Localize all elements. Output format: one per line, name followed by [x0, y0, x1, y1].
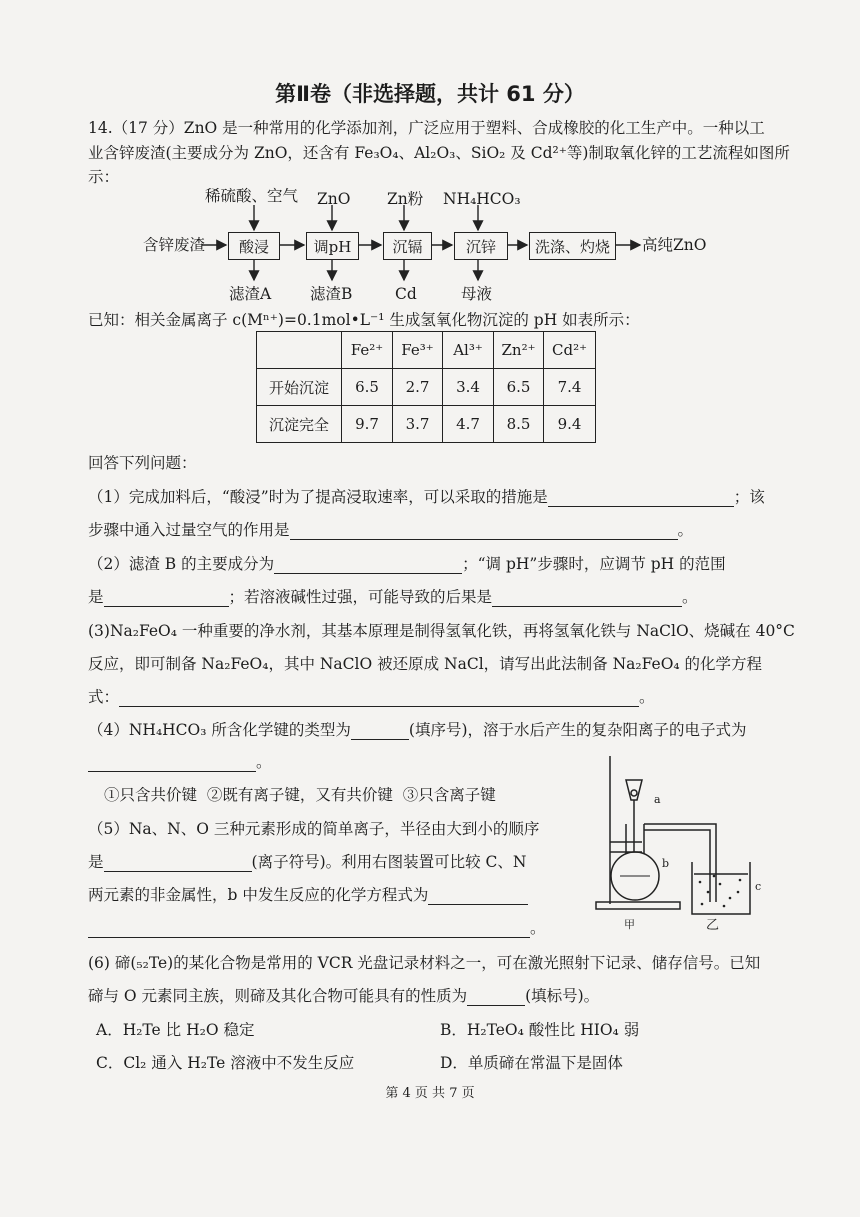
- answer-prompt: 回答下列问题：: [88, 454, 197, 472]
- lab-apparatus-diagram: [590, 752, 770, 932]
- q5-text2: (离子符号)。利用右图装置可比较 C、N: [251, 853, 527, 871]
- output-residue-a: 滤渣A: [229, 285, 272, 303]
- choice-d[interactable]: D．单质碲在常温下是固体: [440, 1054, 623, 1072]
- q6-text: 碲与 O 元素同主族，则碲及其化合物可能具有的性质为: [88, 987, 468, 1005]
- q5-blank-ion-order[interactable]: [104, 855, 252, 872]
- q5-blank-equation-a[interactable]: [428, 888, 528, 905]
- q2-blank-consequence[interactable]: [492, 590, 682, 607]
- table-cell: 4.7: [443, 406, 494, 443]
- q1-text2: 步骤中通入过量空气的作用是: [88, 521, 290, 539]
- table-cell: 2.7: [393, 369, 443, 406]
- input-acid-air: 稀硫酸、空气: [205, 187, 299, 205]
- q4-blank-electron-formula[interactable]: [88, 755, 256, 772]
- table-cell: 8.5: [494, 406, 544, 443]
- label-c: c: [755, 880, 762, 893]
- choice-a[interactable]: A．H₂Te 比 H₂O 稳定: [96, 1021, 255, 1039]
- q3-line3: [88, 687, 655, 707]
- table-header: Cd²⁺: [544, 332, 596, 369]
- q5-text: 是: [88, 853, 104, 871]
- q2-blank-ph-range[interactable]: [104, 590, 229, 607]
- table-row: [257, 369, 596, 406]
- q6-line2: [88, 986, 599, 1006]
- q3-blank-equation[interactable]: [119, 690, 639, 707]
- table-header: Fe²⁺: [342, 332, 393, 369]
- page-footer: 第 4 页 共 7 页: [385, 1086, 475, 1101]
- q1-text: （1）完成加料后，“酸浸”时为了提高浸取速率，可以采取的措施是: [88, 488, 548, 506]
- q2-text3: 是: [88, 588, 104, 606]
- table-cell: 9.7: [342, 406, 393, 443]
- q2-line1: [88, 554, 726, 574]
- choice-c[interactable]: C．Cl₂ 通入 H₂Te 溶液中不发生反应: [96, 1054, 355, 1072]
- q2-period: 。: [682, 588, 698, 606]
- stand-base: [596, 902, 680, 909]
- q5-period: 。: [530, 919, 546, 937]
- q5-line4: [88, 918, 546, 938]
- table-cell: 3.7: [393, 406, 443, 443]
- q1-line2: [88, 520, 693, 540]
- q4-blank-bond-type[interactable]: [351, 723, 409, 740]
- input-nh4hco3: NH₄HCO₃: [443, 190, 521, 208]
- table-cell: 6.5: [494, 369, 544, 406]
- q14-line2: 业含锌废渣(主要成分为 ZnO，还含有 Fe₃O₄、Al₂O₃、SiO₂ 及 Cd²⁺等)制取氧化锌的工艺流程如图所: [88, 144, 790, 162]
- table-corner: [257, 332, 342, 369]
- table-header-row: [257, 332, 596, 369]
- flow-end: 高纯ZnO: [642, 236, 707, 254]
- label-b: b: [662, 857, 670, 870]
- table-cell: 3.4: [443, 369, 494, 406]
- table-row: [257, 406, 596, 443]
- section-title: 第Ⅱ卷（非选择题，共计 61 分）: [275, 82, 585, 106]
- row-label: 沉淀完全: [257, 406, 342, 443]
- q1-line1: [88, 487, 765, 507]
- input-zn-powder: Zn粉: [387, 190, 424, 208]
- step-adjust-ph: 调pH: [306, 232, 359, 260]
- output-cd: Cd: [395, 285, 417, 303]
- q2-text2: ；“调 pH”步骤时，应调节 pH 的范围: [462, 555, 726, 573]
- step-precip-zn: 沉锌: [454, 232, 508, 260]
- table-cell: 6.5: [342, 369, 393, 406]
- q5-text3: 两元素的非金属性，b 中发生反应的化学方程式为: [88, 886, 429, 904]
- step-acid-leach: 酸浸: [228, 232, 280, 260]
- input-zno: ZnO: [317, 190, 351, 208]
- q4-text2: (填序号)，溶于水后产生的复杂阳离子的电子式为: [408, 721, 747, 739]
- q5-blank-equation-b[interactable]: [88, 921, 530, 938]
- q2-text4: ；若溶液碱性过强，可能导致的后果是: [228, 588, 493, 606]
- q4-period: 。: [256, 753, 272, 771]
- q3-line2: 反应，即可制备 Na₂FeO₄，其中 NaClO 被还原成 NaCl，请写出此法制备 Na₂FeO₄ 的化学方程: [88, 655, 763, 673]
- q3-line1: (3)Na₂FeO₄ 一种重要的净水剂，其基本原理是制得氢氧化铁，再将氢氧化铁与 NaClO、烧碱在 40°C: [88, 622, 795, 640]
- q3-text: 式：: [88, 688, 120, 706]
- q2-text: （2）滤渣 B 的主要成分为: [88, 555, 275, 573]
- table-cell: 7.4: [544, 369, 596, 406]
- table-header: Fe³⁺: [393, 332, 443, 369]
- flow-arrows: [0, 0, 860, 320]
- q4-line2: [88, 752, 272, 772]
- table-header: Al³⁺: [443, 332, 494, 369]
- q5-line2: [88, 852, 526, 872]
- q6-text2: (填标号)。: [525, 987, 600, 1005]
- known-condition: 已知：相关金属离子 c(Mⁿ⁺)=0.1mol•L⁻¹ 生成氢氧化物沉淀的 pH 如表所示：: [88, 311, 640, 329]
- output-residue-b: 滤渣B: [310, 285, 353, 303]
- step-wash-calcine: 洗涤、灼烧: [529, 232, 616, 260]
- choice-b[interactable]: B．H₂TeO₄ 酸性比 HIO₄ 弱: [440, 1021, 640, 1039]
- q1-blank-measure[interactable]: [548, 490, 734, 507]
- output-mother-liquor: 母液: [461, 285, 493, 303]
- q5-line1: （5）Na、N、O 三种元素形成的简单离子，半径由大到小的顺序: [88, 820, 540, 838]
- ph-table: [256, 331, 596, 443]
- q4-line1: [88, 720, 747, 740]
- table-header: Zn²⁺: [494, 332, 544, 369]
- step-precip-cd: 沉镉: [383, 232, 432, 260]
- q6-blank-answer[interactable]: [467, 989, 525, 1006]
- label-a: a: [654, 793, 661, 806]
- q1-blank-air-role[interactable]: [290, 523, 678, 540]
- q3-period: 。: [639, 688, 655, 706]
- q4-options: ①只含共价键 ②既有离子键，又有共价键 ③只含离子键: [104, 786, 496, 804]
- label-yi: 乙: [706, 918, 720, 933]
- flow-start: 含锌废渣: [143, 236, 206, 254]
- table-cell: 9.4: [544, 406, 596, 443]
- q14-line3: 示：: [88, 168, 120, 186]
- q2-line2: [88, 587, 698, 607]
- q2-blank-residue-b[interactable]: [274, 557, 462, 574]
- row-label: 开始沉淀: [257, 369, 342, 406]
- q1-text-tail: ；该: [733, 488, 765, 506]
- q6-line1: (6) 碲(₅₂Te)的某化合物是常用的 VCR 光盘记录材料之一，可在激光照射下记录、储存信号。已知: [88, 954, 761, 972]
- beaker: [692, 862, 750, 914]
- q4-text: （4）NH₄HCO₃ 所含化学键的类型为: [88, 721, 351, 739]
- q5-line3: [88, 885, 528, 905]
- q1-period: 。: [677, 521, 694, 539]
- label-jia: 甲: [624, 918, 635, 931]
- q14-line1: 14.（17 分）ZnO 是一种常用的化学添加剂，广泛应用于塑料、合成橡胶的化工生产中。一种以工: [88, 119, 765, 137]
